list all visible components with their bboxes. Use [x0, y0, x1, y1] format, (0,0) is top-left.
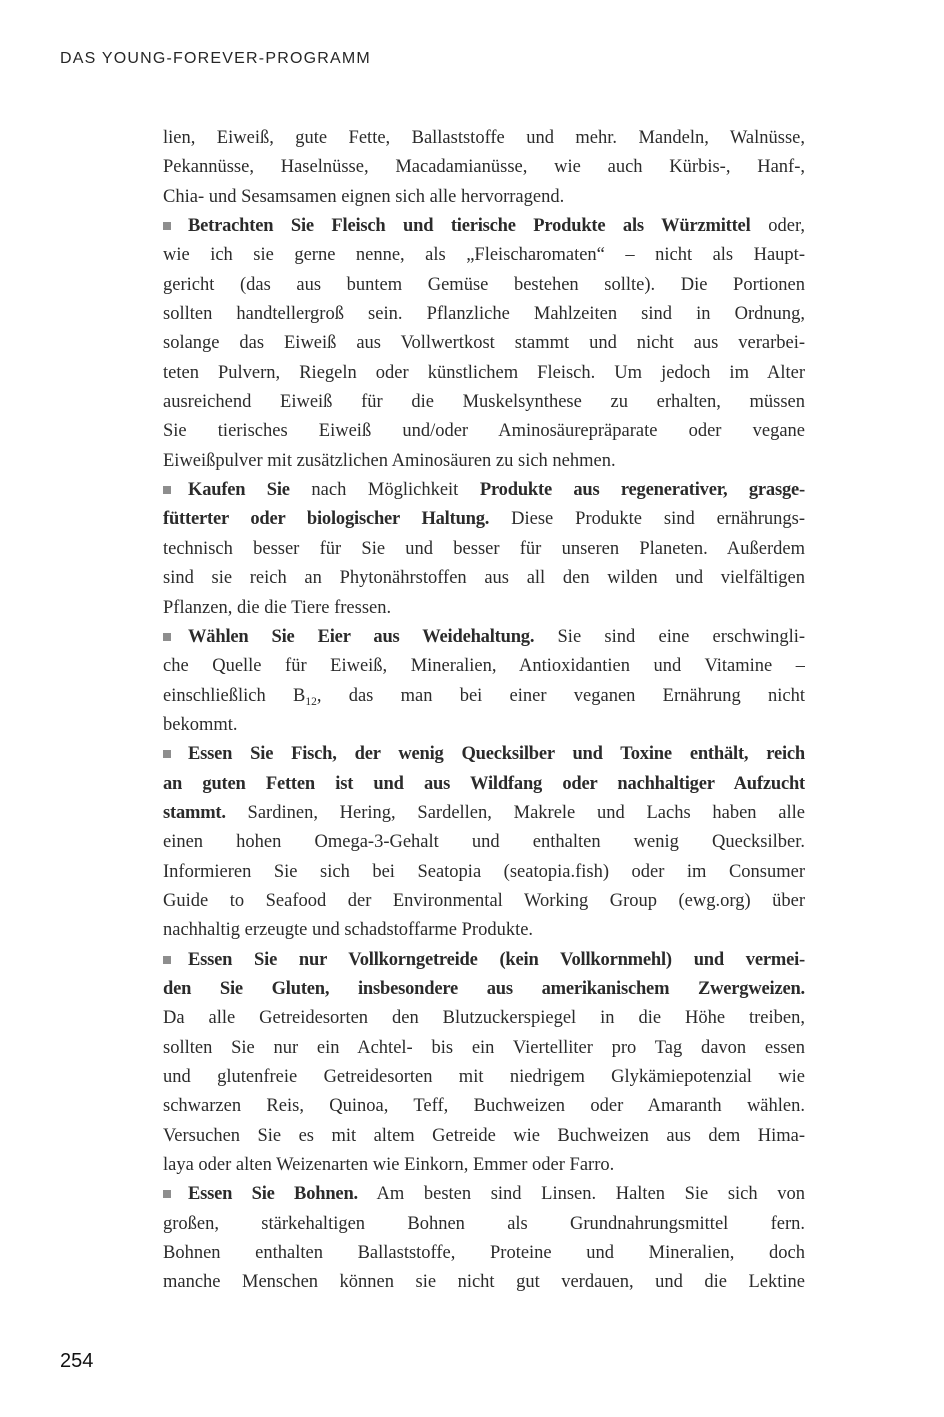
text-line	[163, 1151, 805, 1180]
bold-text: den Sie Gluten, insbesondere aus amerikanischem Zwergweizen.	[163, 978, 805, 999]
text-line	[163, 476, 805, 505]
bold-text: Wählen Sie Eier aus Weidehaltung.	[188, 626, 535, 647]
body-text: Bohnen enthalten Ballaststoffe, Proteine und Mineralien, doch	[163, 1243, 805, 1264]
text-line	[163, 564, 805, 593]
bold-text: Essen Sie Fisch, der wenig Quecksilber und Toxine enthält, reich	[188, 744, 805, 765]
text-line	[163, 770, 805, 799]
bold-text: Essen Sie Bohnen.	[188, 1184, 358, 1205]
bold-text: Produkte aus regenerativer, grasge-	[479, 480, 805, 501]
body-text: , das man bei einer veganen Ernährung nicht	[316, 685, 805, 706]
body-text: sind sie reich an Phytonährstoffen aus all den wilden und vielfältigen	[163, 568, 805, 589]
text-line	[163, 1122, 805, 1151]
paragraph	[163, 124, 805, 212]
page-number: 254	[60, 1350, 94, 1372]
body-text: Pflanzen, die die Tiere fressen.	[163, 597, 392, 618]
body-text: ausreichend Eiweiß für die Muskelsynthese zu erhalten, müssen	[163, 392, 805, 413]
text-line	[163, 799, 805, 828]
text-line	[163, 828, 805, 857]
text-line	[163, 594, 805, 623]
body-text: Eiweißpulver mit zusätzlichen Aminosäuren zu sich nehmen.	[163, 450, 616, 471]
text-line	[163, 124, 805, 153]
text-line	[163, 1239, 805, 1268]
text-line	[163, 1034, 805, 1063]
text-line	[163, 1092, 805, 1121]
text-line	[163, 1063, 805, 1092]
bullet-square-icon	[163, 222, 171, 230]
paragraph	[163, 946, 805, 1181]
paragraph	[163, 740, 805, 945]
body-text: technisch besser für Sie und besser für unseren Planeten. Außerdem	[163, 538, 805, 559]
body-text: che Quelle für Eiweiß, Mineralien, Antioxidantien und Vitamine –	[163, 656, 805, 677]
body-text: sollten handtellergroß sein. Pflanzliche Mahlzeiten sind in Ordnung,	[163, 304, 805, 325]
text-line	[163, 652, 805, 681]
body-text: bekommt.	[163, 714, 238, 735]
text-line	[163, 535, 805, 564]
text-line	[163, 417, 805, 446]
body-text: nachhaltig erzeugte und schadstoffarme Produkte.	[163, 920, 534, 941]
body-text: solange das Eiweiß aus Vollwertkost stammt und nicht aus verarbei-	[163, 333, 805, 354]
text-line	[163, 975, 805, 1004]
body-text: teten Pulvern, Riegeln oder künstlichem Fleisch. Um jedoch im Alter	[163, 362, 805, 383]
body-text: Informieren Sie sich bei Seatopia (seatopia.fish) oder im Consumer	[163, 861, 805, 882]
body-text: Chia- und Sesamsamen eignen sich alle hervorragend.	[163, 186, 565, 207]
text-line	[163, 1210, 805, 1239]
bullet-square-icon	[163, 486, 171, 494]
running-header: DAS YOUNG-FOREVER-PROGRAMM	[60, 50, 371, 67]
text-line	[163, 916, 805, 945]
text-line	[163, 887, 805, 916]
text-line	[163, 329, 805, 358]
bold-text: Essen Sie nur Vollkorngetreide (kein Vollkornmehl) und vermei-	[188, 949, 805, 970]
paragraph	[163, 623, 805, 740]
body-text: Da alle Getreidesorten den Blutzuckerspiegel in die Höhe treiben,	[163, 1008, 805, 1029]
body-text: großen, stärkehaltigen Bohnen als Grundnahrungsmittel fern.	[163, 1213, 805, 1234]
body-text: sollten Sie nur ein Achtel- bis ein Viertelliter pro Tag davon essen	[163, 1037, 805, 1058]
body-text: einschließlich B	[163, 685, 306, 706]
text-line	[163, 858, 805, 887]
paragraph	[163, 212, 805, 476]
body-text: Pekannüsse, Haselnüsse, Macadamianüsse, wie auch Kürbis-, Hanf-,	[163, 157, 805, 178]
bold-text: Betrachten Sie Fleisch und tierische Produkte als Würzmittel	[188, 216, 751, 237]
text-line	[163, 1004, 805, 1033]
text-line	[163, 241, 805, 270]
bold-text: Kaufen Sie	[188, 480, 290, 501]
text-line	[163, 388, 805, 417]
body-text: oder,	[750, 216, 805, 237]
text-line	[163, 623, 805, 652]
text-line	[163, 682, 805, 711]
body-text: und glutenfreie Getreidesorten mit niedrigem Glykämiepotenzial wie	[163, 1067, 805, 1087]
bold-text: an guten Fetten ist und aus Wildfang oder nachhaltiger Aufzucht	[163, 773, 805, 794]
text-block	[163, 124, 805, 1298]
text-line	[163, 946, 805, 975]
text-line	[163, 505, 805, 534]
paragraph	[163, 476, 805, 623]
body-text: Guide to Seafood der Environmental Working Group (ewg.org) über	[163, 890, 805, 911]
bullet-square-icon	[163, 1190, 171, 1198]
body-text: Am besten sind Linsen. Halten Sie sich von	[357, 1184, 805, 1205]
bullet-square-icon	[163, 633, 171, 641]
text-line	[163, 153, 805, 182]
body-text: gericht (das aus buntem Gemüse bestehen sollte). Die Portionen	[163, 274, 805, 295]
body-text: wie ich sie gerne nenne, als „Fleischaromaten“ – nicht als Haupt-	[163, 245, 805, 266]
body-text: Sie sind eine erschwingli-	[534, 626, 805, 647]
body-text: Diese Produkte sind ernährungs-	[489, 509, 805, 530]
text-line	[163, 300, 805, 329]
paragraph	[163, 1180, 805, 1297]
body-text: einen hohen Omega-3-Gehalt und enthalten wenig Quecksilber.	[163, 832, 805, 853]
bullet-square-icon	[163, 750, 171, 758]
text-line	[163, 711, 805, 740]
subscript-text: 12	[305, 695, 317, 708]
text-line	[163, 183, 805, 212]
body-text: Versuchen Sie es mit altem Getreide wie Buchweizen aus dem Hima-	[163, 1125, 805, 1146]
bold-text: stammt.	[163, 802, 226, 823]
bold-text: fütterter oder biologischer Haltung.	[163, 509, 490, 530]
text-line	[163, 740, 805, 769]
body-text: laya oder alten Weizenarten wie Einkorn, Emmer oder Farro.	[163, 1155, 615, 1176]
text-line	[163, 1180, 805, 1209]
text-line	[163, 271, 805, 300]
body-text: schwarzen Reis, Quinoa, Teff, Buchweizen oder Amaranth wählen.	[163, 1096, 805, 1117]
body-text: lien, Eiweiß, gute Fette, Ballaststoffe und mehr. Mandeln, Walnüsse,	[163, 128, 805, 148]
body-text: Sie tierisches Eiweiß und/oder Aminosäurepräparate oder vegane	[163, 421, 805, 442]
bullet-square-icon	[163, 956, 171, 964]
text-line	[163, 1268, 805, 1297]
body-text: Sardinen, Hering, Sardellen, Makrele und Lachs haben alle	[225, 802, 805, 823]
text-line	[163, 447, 805, 476]
text-line	[163, 212, 805, 241]
body-text: manche Menschen können sie nicht gut verdauen, und die Lektine	[163, 1272, 805, 1293]
text-line	[163, 359, 805, 388]
body-text: nach Möglichkeit	[289, 480, 480, 501]
